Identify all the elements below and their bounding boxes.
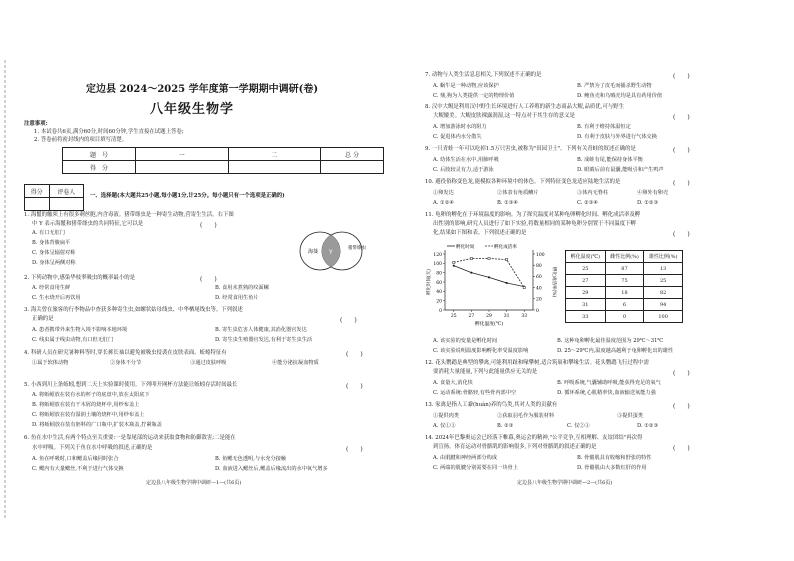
grader-score-label: 得分 bbox=[25, 185, 50, 198]
q10-answer-paren[interactable]: ( ) bbox=[673, 180, 690, 187]
q12-option-d[interactable]: D. 循环系统,心肌精率快,血液输送氧能力强 bbox=[557, 390, 656, 396]
page-footer-right: 定边县八年级生物学期中调研—2—(共6页) bbox=[517, 480, 613, 486]
q6-option-b[interactable]: B. 鱼鳃无色透明,与水充分接触 bbox=[215, 456, 287, 462]
grader-reviewer-cell[interactable] bbox=[49, 198, 83, 211]
table-cell: 25 bbox=[566, 263, 606, 275]
q10-item-4: ④卵外有卵壳 bbox=[637, 190, 669, 196]
table-cell: 82 bbox=[644, 287, 683, 299]
q11-answer-paren[interactable]: ( ) bbox=[673, 231, 690, 238]
q4-option-4[interactable]: ④能分泌抗凝血物质 bbox=[272, 360, 319, 366]
x-tick-label: 29 bbox=[486, 314, 492, 319]
q1-option-c[interactable]: C. 身体呈辐射对称 bbox=[32, 250, 76, 256]
y-left-tick-label: 100 bbox=[433, 262, 442, 268]
x-tick-label: 25 bbox=[450, 314, 457, 319]
y-right-tick-label: 0 bbox=[536, 308, 539, 314]
note-1: 1. 本试卷共6页,满分60分,时间60分钟,学生直接在试题上答卷; bbox=[34, 129, 184, 135]
y-left-tick-label: 120 bbox=[433, 252, 442, 258]
q8-option-d[interactable]: D. 有利于皮肤与外界进行气体交换 bbox=[577, 134, 657, 140]
x-tick-label: 33 bbox=[521, 314, 528, 319]
q3-option-a[interactable]: A. 患者携带外来生物入境不影响本地环境 bbox=[32, 327, 128, 333]
x-tick-label: 31 bbox=[503, 314, 510, 319]
hatching-chart bbox=[425, 240, 555, 330]
q4-option-3[interactable]: ③通过皮肤呼吸 bbox=[190, 360, 227, 366]
y-right-tick-label: 40 bbox=[536, 286, 542, 292]
q7-stem-1: 7. 动物与人类生活息息相关,下列叙述不正确的是 bbox=[425, 72, 542, 78]
q6-option-a[interactable]: A. 鱼在呼吸时,口和鳃盖后缘同时张合 bbox=[32, 456, 119, 462]
q10-option-d[interactable]: D. ①②③ bbox=[637, 200, 659, 206]
y-left-tick-label: 0 bbox=[439, 308, 442, 314]
score-row-label: 得 分 bbox=[63, 161, 136, 174]
score-cell-part2[interactable] bbox=[228, 161, 321, 174]
notes-header: 注意事项: bbox=[24, 121, 48, 127]
score-cell-part1[interactable] bbox=[136, 161, 229, 174]
score-header-total: 总 分 bbox=[321, 148, 384, 161]
q1-stem-1: 1. 海鬣的触须上有很多刺丝胞,内含毒液。猪带绦虫是一种寄生动物,营寄生生活。右下图 bbox=[24, 212, 234, 218]
hatch-time-point bbox=[470, 272, 472, 274]
q8-option-a[interactable]: A. 增加游泳时水的阻力 bbox=[433, 124, 487, 130]
q9-stem-1: 9. 一只青蛙一年可以吃掉1.5万只害虫,被称为"田园卫士"。下列有关青蛙的叙述正确的是 bbox=[425, 146, 636, 152]
q13-item-2: ②获取羽毛作为服装材料 bbox=[497, 413, 555, 419]
q11-option-d[interactable]: D. 25～29℃内,温度越高越利于龟卵孵化出的雄性 bbox=[557, 348, 674, 354]
q3-stem-2: 正确的是 bbox=[32, 316, 54, 322]
y-right-tick-label: 100 bbox=[536, 252, 545, 258]
q4-answer-paren[interactable]: ( ) bbox=[346, 351, 363, 358]
q11-stem-1: 11. 龟卵的孵化在于环境温度的影响。为了探究温度对某种龟卵孵化时间、孵化成活率及孵 bbox=[425, 212, 641, 218]
y-left-tick-label: 80 bbox=[436, 271, 442, 277]
q7-answer-paren[interactable]: ( ) bbox=[673, 73, 690, 80]
q14-option-b[interactable]: B. 骨骼肌具有收缩和舒张的特性 bbox=[577, 455, 652, 461]
exam-subject: 八年级生物学 bbox=[150, 102, 235, 117]
q2-option-a[interactable]: A. 经常食用生鲜 bbox=[32, 285, 71, 291]
series-survival-rate-line bbox=[454, 258, 524, 287]
q2-option-d[interactable]: D. 经常食用生鱼片 bbox=[215, 295, 259, 301]
q8-answer-paren[interactable]: ( ) bbox=[673, 114, 690, 121]
q5-option-c[interactable]: C. 将蚯蚓放在装有湿润土壤的烧杯中,用纱布盖上 bbox=[32, 412, 145, 418]
venn-diagram bbox=[296, 229, 366, 273]
q11-stem-3: 化,结果如下图和表。下列叙述正确的是 bbox=[433, 230, 527, 236]
q5-answer-paren[interactable]: ( ) bbox=[346, 383, 363, 390]
q10-stem-1: 10. 避役俗称变色龙,能模拟各种环境中的体色。下列特征变色龙适应陆地生活的是 bbox=[425, 179, 621, 185]
q14-answer-paren[interactable]: ( ) bbox=[673, 445, 690, 452]
survival-rate-point bbox=[453, 261, 455, 263]
hatch-time-point bbox=[453, 265, 455, 267]
q5-option-d[interactable]: D. 将蚯蚓放在装有胚料的广口瓶中,扩装木瓶盖,拧紧瓶盖 bbox=[32, 422, 162, 428]
q6-stem-2: 水中呼吸。下列关于鱼在水中呼吸的叙述,正确的是 bbox=[32, 445, 153, 451]
q9-option-b[interactable]: B. 成蛙有尾,能保持身体平衡 bbox=[577, 157, 643, 163]
q1-option-b[interactable]: B. 身体背腹扁平 bbox=[32, 240, 71, 246]
q11-option-b[interactable]: B. 这种龟卵孵化最佳温度范围为 29℃～31℃ bbox=[557, 338, 664, 344]
q3-option-b[interactable]: B. 寄生虫危害人体健康,其消化器官发达 bbox=[215, 327, 307, 333]
q1-option-a[interactable]: A. 有口无肛门 bbox=[32, 230, 65, 236]
section-1-heading: 一、选择题(本大题共25小题,每小题1分,计25分。每小题只有一个选项是正确的) bbox=[90, 193, 285, 199]
q10-item-2: ②体表有角质鳞片 bbox=[497, 190, 539, 196]
table-cell: 6 bbox=[605, 299, 644, 311]
q7-option-a[interactable]: A. 蜗牛是一种动物,应该保护 bbox=[433, 83, 499, 89]
y-right-tick-label: 60 bbox=[536, 275, 542, 281]
score-table bbox=[62, 147, 384, 174]
y-left-tick-label: 60 bbox=[436, 280, 442, 286]
y-right-tick-label: 20 bbox=[536, 297, 542, 303]
table-cell: 13 bbox=[644, 263, 683, 275]
y-left-tick-label: 20 bbox=[436, 299, 442, 305]
legend-survival-label: 孵化成活率 bbox=[494, 245, 517, 250]
exam-title: 定边县 2024～2025 学年度第一学期期中调研(卷) bbox=[86, 84, 319, 95]
grader-reviewer-label: 评卷人 bbox=[49, 185, 83, 198]
q6-answer-paren[interactable]: ( ) bbox=[346, 446, 363, 453]
sex-table-header-male: 雄性比例(%) bbox=[644, 251, 683, 263]
q8-option-b[interactable]: B. 有利于维持体温恒定 bbox=[577, 124, 631, 130]
q12-stem-1: 12. 花头鹦鹉是典型的攀禽,可能利用趾和喙攀树,适合筑巢和攀缘生活。花头鹦鹉飞行过程中需 bbox=[425, 360, 649, 366]
q14-option-a[interactable]: A. 由肌腱和神经两部分构成 bbox=[433, 455, 498, 461]
table-cell: 27 bbox=[566, 275, 606, 287]
q5-option-b[interactable]: B. 将蚯蚓放在装有干木屑的烧杯中,用纱布盖上 bbox=[32, 402, 140, 408]
table-cell: 29 bbox=[566, 287, 606, 299]
table-cell: 100 bbox=[644, 311, 683, 323]
exam-page-right bbox=[397, 0, 794, 561]
y-left-tick-label: 40 bbox=[436, 290, 442, 296]
x-tick-label: 27 bbox=[468, 314, 475, 319]
table-cell: 75 bbox=[605, 275, 644, 287]
q1-answer-paren[interactable]: ( ) bbox=[200, 222, 217, 229]
q9-option-a[interactable]: A. 幼体生活在水中,用肺呼吸 bbox=[433, 157, 499, 163]
legend-hatch-time-label: 孵化时间 bbox=[456, 245, 475, 250]
survival-rate-point bbox=[470, 257, 472, 259]
q4-option-2[interactable]: ②身体不分节 bbox=[110, 360, 142, 366]
venn-right-label: 猪带绦虫 bbox=[348, 246, 366, 251]
q10-option-a[interactable]: A. ①②④ bbox=[433, 200, 454, 206]
grader-table bbox=[24, 184, 84, 211]
q3-option-c[interactable]: C. 线虫属于线虫动物,有口但无肛门 bbox=[32, 337, 114, 343]
y-right-tick-label: 80 bbox=[536, 264, 542, 269]
q14-stem-2: 到宣扬。体育运动对骨骼肌的影响很多,下列对骨骼肌的叙述正确的是 bbox=[433, 444, 597, 450]
q3-stem-1: 3. 海关曾在旅客的行李物品中查获多种寄生虫,如螺状姑母线虫、中华栖尾线虫等。下列叙述 bbox=[24, 307, 243, 313]
q13-option-d[interactable]: D. ①②③ bbox=[637, 423, 659, 429]
table-cell: 94 bbox=[644, 299, 683, 311]
q3-option-d[interactable]: D. 寄生虫生殖器官发达,有利于寄生虫生活 bbox=[215, 337, 313, 343]
y-left-axis-label: 孵化时间(天) bbox=[427, 268, 432, 296]
q13-item-3: ③提供蛋类 bbox=[617, 413, 643, 419]
table-cell: 18 bbox=[605, 287, 644, 299]
grader-score-cell[interactable] bbox=[25, 198, 50, 211]
series-hatch-time-line bbox=[454, 266, 524, 287]
q8-stem-2: 大鲵媲美。大鲵皮肤裸露润湿,这一特点对于其生存的意义是 bbox=[433, 113, 575, 119]
q9-option-d[interactable]: D. 眼睛后前有鼠囊,能吸引和产生鸣声 bbox=[577, 167, 664, 173]
survival-rate-point bbox=[488, 257, 490, 259]
binding-line bbox=[0, 0, 8, 561]
y-right-axis-label: 孵化成活率(%) bbox=[551, 266, 556, 298]
q14-option-c[interactable]: C. 两端的肌腱分别需要在同一块骨上 bbox=[433, 465, 518, 471]
survival-rate-point bbox=[523, 287, 525, 289]
q5-stem-1: 5. 小西到川上条蚯蚓,想到二天上实验课时使用。下列叩开网杯方法能让蚯蚓存活时间最长 bbox=[24, 382, 238, 388]
q12-option-c[interactable]: C. 运动系统:骨骼轻,有些骨内部中空 bbox=[433, 390, 517, 396]
q12-answer-paren[interactable]: ( ) bbox=[673, 370, 690, 377]
venn-center-label: Y bbox=[329, 249, 333, 256]
q12-stem-2: 要消耗大量能量,下列与此能量供应无关的是 bbox=[433, 369, 538, 375]
q12-option-a[interactable]: A. 食量大,消化快 bbox=[433, 380, 473, 386]
q10-item-1: ①卵发达 bbox=[433, 190, 454, 196]
table-cell: 33 bbox=[566, 311, 606, 323]
q5-option-a[interactable]: A. 将蚯蚓放在装有水的杯子的底盘中,放在太阳底下 bbox=[32, 392, 150, 398]
hatch-time-point bbox=[488, 276, 490, 278]
q6-option-d[interactable]: D. 血液进入鳃丝后,鳃盖后缘流出的水中氧气增多 bbox=[215, 466, 328, 472]
sex-table-header-female: 雌性比例(%) bbox=[605, 251, 644, 263]
q8-option-c[interactable]: C. 促进体内水分散失 bbox=[433, 134, 482, 140]
q1-option-d[interactable]: D. 身体呈两侧对称 bbox=[32, 260, 76, 266]
survival-rate-point bbox=[506, 259, 508, 261]
score-header-part2: 二 bbox=[228, 148, 321, 161]
q10-option-b[interactable]: B. ①③④ bbox=[497, 200, 519, 206]
q13-answer-paren[interactable]: ( ) bbox=[673, 403, 690, 410]
table-cell: 87 bbox=[605, 263, 644, 275]
q2-option-c[interactable]: C. 生水烧开后再饮用 bbox=[32, 295, 81, 301]
q11-stem-2: 出性别的影响,研究人员进行了如下实验,将数量相同的某种龟卵分别置于不同温度下孵 bbox=[433, 221, 636, 227]
q3-answer-paren[interactable]: ( ) bbox=[340, 317, 357, 324]
venn-left-label: 海葵 bbox=[308, 249, 319, 255]
q9-answer-paren[interactable]: ( ) bbox=[673, 147, 690, 154]
q7-option-d[interactable]: D. 鲍鱼壳和乌贼壳均是具有药用价值 bbox=[577, 93, 663, 99]
q7-option-b[interactable]: B. 严禁为了皮毛而捕杀野生动物 bbox=[577, 83, 652, 89]
q14-option-d[interactable]: D. 骨骼肌由大多数红肝的作用 bbox=[577, 465, 647, 471]
q2-answer-paren[interactable]: ( ) bbox=[200, 276, 217, 283]
q10-item-3: ③体内无脊柱 bbox=[577, 190, 609, 196]
q11-option-c[interactable]: C. 该实验说明温度影响孵化率受温度影响 bbox=[433, 348, 529, 354]
score-cell-total[interactable] bbox=[321, 161, 384, 174]
q13-option-a[interactable]: A. 仅①③ bbox=[433, 423, 456, 429]
q4-stem-1: 4. 科研人员在研究暑种料等时,穿长裤长袖以避免被吸虫侵袭在皮肤表面。蚯蚓特征有 bbox=[24, 350, 227, 356]
table-cell: 0 bbox=[605, 311, 644, 323]
q4-option-1[interactable]: ①属于软体动物 bbox=[32, 360, 69, 366]
q2-option-b[interactable]: B. 食用未煮熟的纹面螺 bbox=[215, 285, 269, 291]
hatch-time-point bbox=[506, 282, 508, 284]
q6-stem-1: 6. 鱼在水中生活,有两个特点至关重要:一是靠尾部的运动来获取食物和防御敌害;二是能在 bbox=[24, 435, 236, 441]
q10-option-c[interactable]: C. ②③④ bbox=[577, 200, 599, 206]
table-cell: 25 bbox=[644, 275, 683, 287]
q13-option-b[interactable]: B. ②③ bbox=[497, 423, 514, 429]
q13-item-1: ①提供肉类 bbox=[433, 413, 459, 419]
note-2: 2. 答卷前将密封线内的项目填写清楚。 bbox=[34, 137, 128, 143]
q9-option-c[interactable]: C. 后肢较灵有力,适于游泳 bbox=[433, 167, 494, 173]
x-axis-label: 孵化温度(℃) bbox=[474, 322, 504, 327]
q2-stem-1: 2. 下列动物中,感染华枝睾吸虫的概率最小的是 bbox=[24, 275, 135, 281]
q13-option-c[interactable]: C. 仅②③ bbox=[567, 423, 590, 429]
table-cell: 31 bbox=[566, 299, 606, 311]
q13-stem-1: 13. 家禽是指人工豢(huàn)养的鸟类,其对人类的贡献有 bbox=[425, 402, 558, 408]
q8-stem-1: 8. 汉中大鲵是利用汉中野生长环境进行人工养殖的新生态商品大鲵,品质优,可与野生 bbox=[425, 104, 624, 110]
q1-stem-2: 中 Y 表示海鬣和猪带绦虫的共同特征,它可以是 bbox=[32, 221, 144, 227]
q12-option-b[interactable]: B. 呼吸系统,气囊辅助呼吸,能获得充足的氧气 bbox=[557, 380, 661, 386]
sex-table-header-temp: 孵化温度(℃) bbox=[566, 251, 606, 263]
page-footer-left: 定边县八年级生物学期中调研—1—(共6页) bbox=[146, 480, 242, 486]
q14-stem-1: 14. 2024年巴黎奥运会已经落下帷幕,奥运会的精神,"公平竞争,互相理解、友谊团结"再次得 bbox=[425, 435, 643, 441]
q6-option-c[interactable]: C. 鳃内有大量鳃丝,不利于进行气体交换 bbox=[32, 466, 124, 472]
score-header-question: 题 号 bbox=[63, 148, 136, 161]
q11-option-a[interactable]: A. 该实验的变量是孵化时间 bbox=[433, 338, 498, 344]
q7-option-c[interactable]: C. 鼎,狗为人类提供一定的物理价值 bbox=[433, 93, 515, 99]
sex-ratio-table bbox=[565, 250, 683, 323]
score-header-part1: 一 bbox=[136, 148, 229, 161]
